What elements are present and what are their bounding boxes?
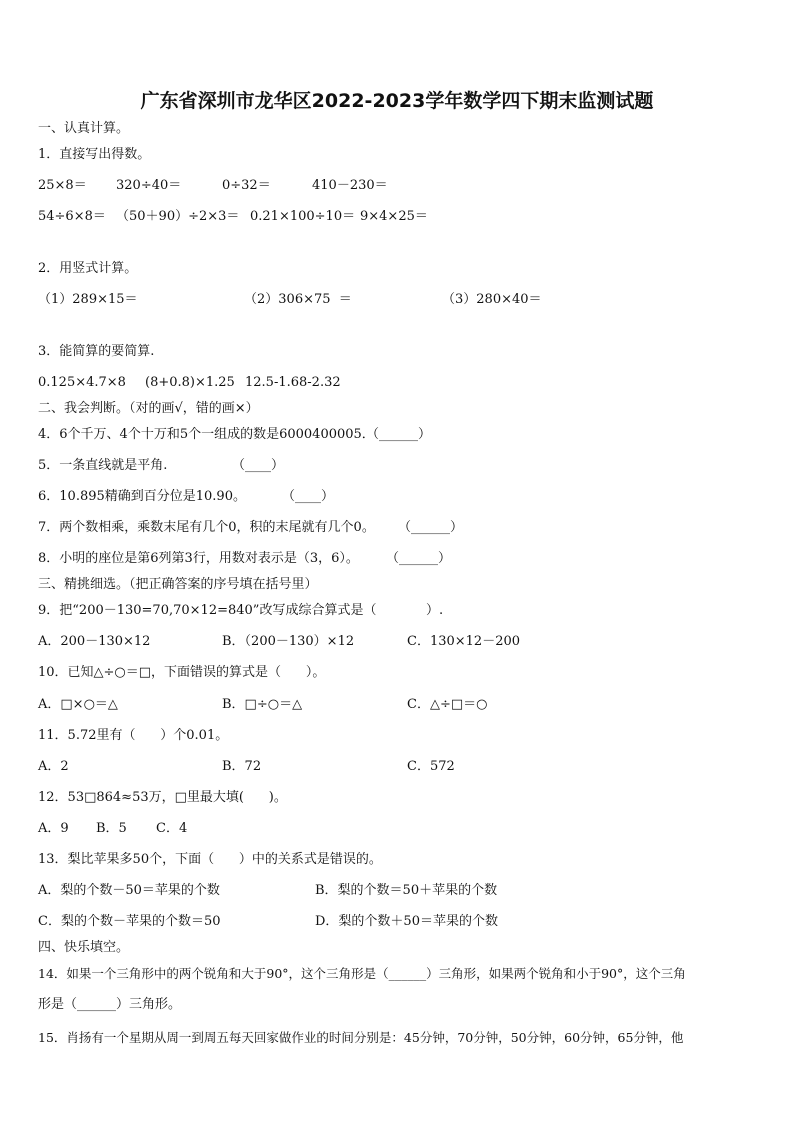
q12-stem: 12．53□864≈53万，□里最大填( )。 [38, 790, 287, 805]
q2-label: 2．用竖式计算。 [38, 261, 138, 276]
q15-line-1: 15．肖扬有一个星期从周一到周五每天回家做作业的时间分别是：45分钟，70分钟，50分钟，60分钟，65分钟，他 [38, 1030, 684, 1045]
section-4-heading: 四、快乐填空。 [38, 940, 130, 955]
q10-stem: 10．已知△÷○＝□，下面错误的算式是（ ）。 [38, 665, 326, 680]
q3-item-2: (8+0.8)×1.25 [145, 375, 235, 390]
q10-option-a[interactable]: A．□×○＝△ [38, 697, 118, 712]
page-title: 广东省深圳市龙华区2022-2023学年数学四下期末监测试题 [140, 90, 654, 112]
q12-option-b[interactable]: B．5 [96, 821, 127, 836]
section-2-heading: 二、我会判断。（对的画√，错的画×） [38, 401, 259, 416]
q12-option-a[interactable]: A．9 [38, 821, 69, 836]
q2-item-3: （3）280×40＝ [442, 292, 542, 307]
q13-stem: 13．梨比苹果多50个，下面（ ）中的关系式是错误的。 [38, 852, 382, 867]
q9-option-a[interactable]: A．200－130×12 [38, 634, 151, 649]
q1-item-1: 25×8＝ [38, 178, 87, 193]
q5-answer-blank[interactable]: （____） [232, 458, 285, 473]
q14-line-1: 14．如果一个三角形中的两个锐角和大于90°，这个三角形是（______）三角形，如果两个锐角和小于90°，这个三角 [38, 966, 686, 981]
section-1-heading: 一、认真计算。 [38, 121, 130, 136]
q4-text: 4．6个千万、4个十万和5个一组成的数是6000400005． [38, 427, 375, 442]
q11-stem: 11．5.72里有（ ）个0.01。 [38, 728, 229, 743]
q14-line-2: 形是（______）三角形。 [38, 997, 182, 1012]
q1-item-8: 9×4×25＝ [360, 209, 428, 224]
q1-item-7: 0.21×100÷10＝ [250, 209, 356, 224]
q7-text: 7．两个数相乘，乘数末尾有几个0，积的末尾就有几个0。 [38, 520, 375, 535]
q1-item-5: 54÷6×8＝ [38, 209, 106, 224]
q9-option-b[interactable]: B．（200－130）×12 [222, 634, 355, 649]
q10-option-b[interactable]: B．□÷○＝△ [222, 697, 303, 712]
q5-text: 5．一条直线就是平角. [38, 458, 168, 473]
q11-option-b[interactable]: B．72 [222, 759, 262, 774]
section-3-heading: 三、精挑细选。（把正确答案的序号填在括号里） [38, 577, 318, 592]
q13-option-b[interactable]: B．梨的个数＝50＋苹果的个数 [315, 883, 498, 898]
q3-label: 3．能简算的要简算. [38, 344, 155, 359]
q7-answer-blank[interactable]: （______） [398, 520, 464, 535]
q8-answer-blank[interactable]: （______） [386, 551, 452, 566]
q13-option-d[interactable]: D．梨的个数＋50＝苹果的个数 [315, 914, 498, 929]
q2-item-2: （2）306×75 ＝ [244, 292, 352, 307]
q13-option-c[interactable]: C．梨的个数－苹果的个数＝50 [38, 914, 221, 929]
q4-answer-blank[interactable]: （______） [366, 427, 432, 442]
q8-text: 8．小明的座位是第6列第3行，用数对表示是（3，6）。 [38, 551, 359, 566]
q3-item-3: 12.5-1.68-2.32 [245, 375, 341, 390]
q9-stem: 9．把“200－130=70,70×12=840”改写成综合算式是（ ）. [38, 603, 444, 618]
q13-option-a[interactable]: A．梨的个数－50＝苹果的个数 [38, 883, 220, 898]
q1-item-3: 0÷32＝ [222, 178, 271, 193]
q11-option-c[interactable]: C．572 [407, 759, 455, 774]
q11-option-a[interactable]: A．2 [38, 759, 69, 774]
q1-item-2: 320÷40＝ [116, 178, 182, 193]
q9-option-c[interactable]: C．130×12－200 [407, 634, 521, 649]
q12-option-c[interactable]: C．4 [156, 821, 188, 836]
q1-item-6: （50＋90）÷2×3＝ [116, 209, 240, 224]
q3-item-1: 0.125×4.7×8 [38, 375, 126, 390]
q1-item-4: 410－230＝ [312, 178, 388, 193]
q1-label: 1．直接写出得数。 [38, 147, 151, 162]
q2-item-1: （1）289×15＝ [38, 292, 138, 307]
q6-text: 6．10.895精确到百分位是10.90。 [38, 489, 246, 504]
q6-answer-blank[interactable]: （____） [282, 489, 335, 504]
q10-option-c[interactable]: C．△÷□＝○ [407, 697, 488, 712]
